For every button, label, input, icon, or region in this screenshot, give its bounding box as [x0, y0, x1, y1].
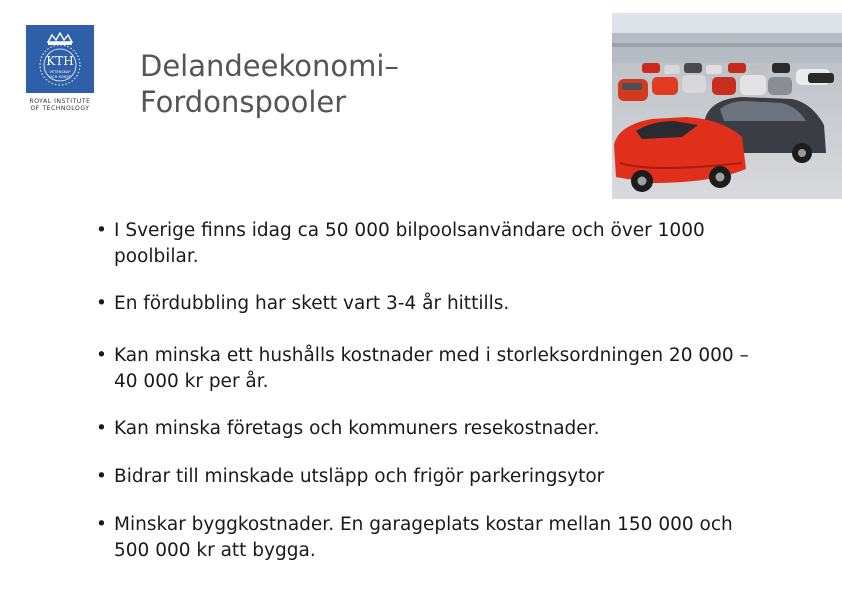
bullet-dot: • [96, 466, 107, 487]
bullet-item-6 [96, 512, 756, 564]
logo-caption-line2: OF TECHNOLOGY [30, 105, 90, 112]
bullet-dot: • [96, 345, 107, 366]
logo-sub-line2: OCH KONST [49, 75, 71, 79]
kth-crest-icon [26, 25, 94, 93]
logo-caption-line1: ROYAL INSTITUTE [29, 98, 91, 105]
bullet-item-1 [96, 218, 756, 270]
bullet-item-4 [96, 416, 756, 442]
slide-title-line1: Delandeekonomi– [140, 49, 399, 83]
bullet-item-3 [96, 343, 756, 395]
logo-caption [26, 98, 94, 112]
bullet-text: Kan minska företags och kommuners resekostnader. [114, 418, 600, 439]
bullet-text: Kan minska ett hushålls kostnader med i storleksordningen 20 000 – 40 000 kr per år. [114, 345, 749, 392]
car-fleet-illustration [612, 13, 842, 199]
bullet-dot: • [96, 514, 107, 535]
bullet-dot: • [96, 418, 107, 439]
bullet-item-5 [96, 464, 756, 490]
logo-text: KTH [46, 54, 74, 68]
bullet-list [96, 218, 756, 564]
bullet-text: Bidrar till minskade utsläpp och frigör parkeringsytor [114, 466, 605, 487]
kth-crest-svg [26, 25, 94, 93]
bullet-dot: • [96, 220, 107, 241]
bullet-text: En fördubbling har skett vart 3-4 år hittills. [114, 293, 510, 314]
kth-logo [26, 25, 94, 112]
car-red-convertible [614, 117, 746, 192]
slide-title [140, 48, 399, 120]
bullet-dot: • [96, 293, 107, 314]
slide-title-line2: Fordonspooler [140, 85, 347, 119]
bullet-text: I Sverige finns idag ca 50 000 bilpoolsanvändare och över 1000 poolbilar. [114, 220, 705, 267]
bullet-text: Minskar byggkostnader. En garageplats kostar mellan 150 000 och 500 000 kr att bygga. [114, 514, 733, 561]
car-fleet-photo [612, 13, 842, 199]
bullet-item-2 [96, 291, 756, 317]
logo-sub-line1: VETENSKAP [49, 70, 71, 74]
